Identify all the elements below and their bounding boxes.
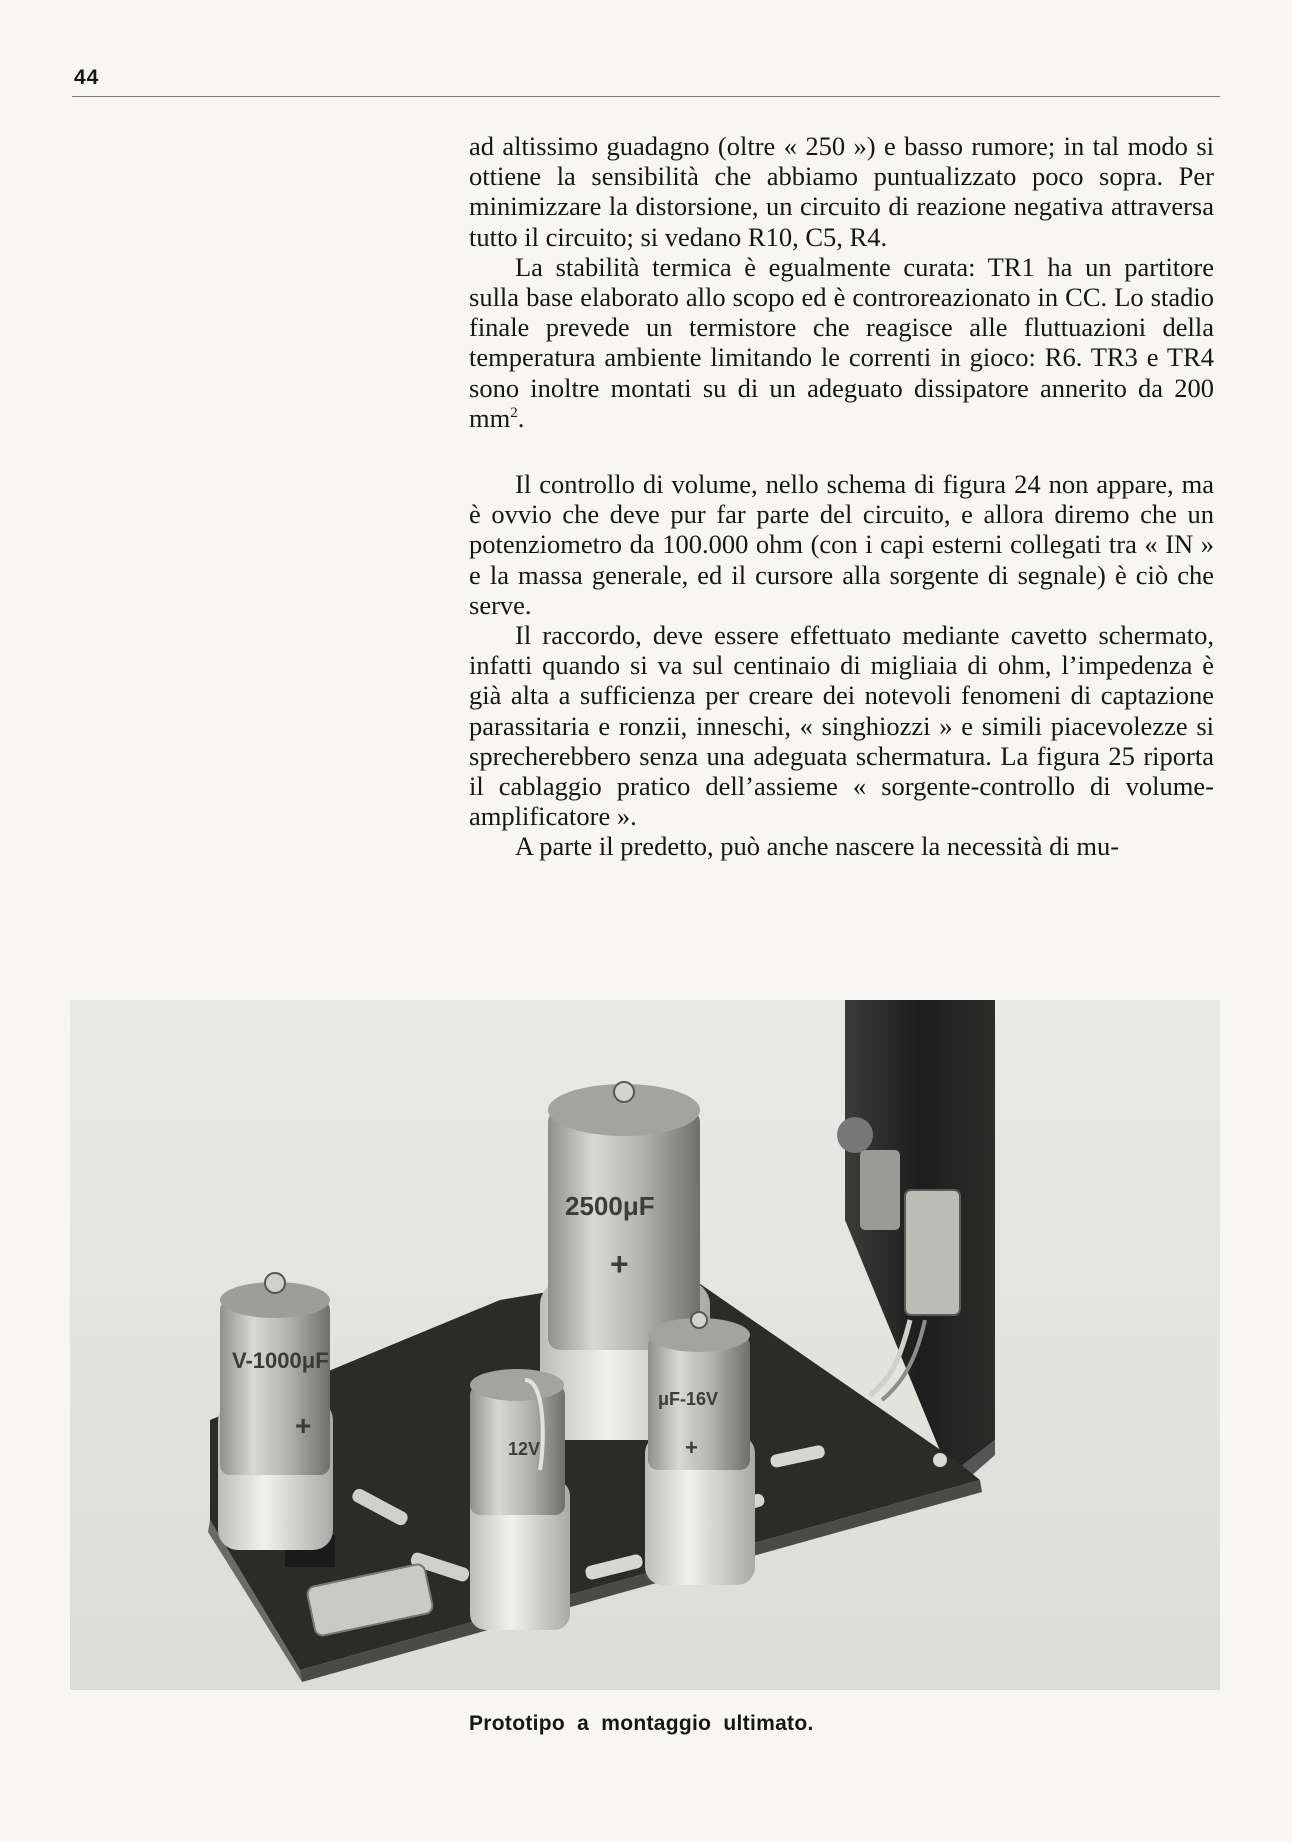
paragraph-gap bbox=[469, 433, 1214, 469]
paragraph-4: Il raccordo, deve essere effettuato mediante cavetto schermato, infatti quando si va sul centinaio di migliaia di ohm, l’impedenza è già alta a sufficienza per creare dei notevoli fenomeni di captazione parassitaria e ronzii, inneschi, « singhiozzi » e simili piacevolezze si sprecherebbero senza una adeguata schermatura. La figura 25 riporta il cablaggio pratico dell’assieme « sorgente-controllo di volume-amplificatore ». bbox=[469, 620, 1214, 832]
paragraph-2-text: La stabilità termica è egualmente curata: TR1 ha un partitore sulla base elaborato allo scopo ed è controreazionato in CC. Lo stadio finale prevede un termistore che reagisce alle fluttuazioni della temperatura ambiente limitando le correnti in gioco: R6. TR3 e TR4 sono inoltre montati su di un adeguato dissipatore annerito da 200 mm bbox=[469, 251, 1214, 433]
superscript-2: 2 bbox=[510, 405, 518, 421]
capacitor-12v bbox=[470, 1369, 570, 1630]
capacitor-2500uf-plus: + bbox=[610, 1246, 629, 1282]
capacitor-1000uf bbox=[218, 1273, 333, 1550]
page-number: 44 bbox=[74, 66, 100, 89]
capacitor-12v-label: 12V bbox=[508, 1439, 541, 1459]
body-text bbox=[469, 131, 1214, 862]
capacitor-16v-plus: + bbox=[685, 1435, 698, 1460]
paragraph-2-end: . bbox=[517, 402, 525, 433]
prototype-photo bbox=[70, 1000, 1220, 1690]
figure-caption: Prototipo a montaggio ultimato. bbox=[469, 1712, 814, 1735]
paragraph-1: ad altissimo guadagno (oltre « 250 ») e basso rumore; in tal modo si ottiene la sensibilità che abbiamo puntualizzato poco sopra. Per minimizzare la distorsione, un circuito di reazione negativa attraversa tutto il circuito; si vedano R10, C5, R4. bbox=[469, 131, 1214, 252]
capacitor-1000uf-label: V-1000μF bbox=[232, 1348, 329, 1373]
capacitor-2500uf-label: 2500μF bbox=[565, 1191, 655, 1221]
paragraph-2 bbox=[469, 252, 1214, 433]
paragraph-3: Il controllo di volume, nello schema di figura 24 non appare, ma è ovvio che deve pur far parte del circuito, e allora diremo che un potenziometro da 100.000 ohm (con i capi esterni collegati tra « IN » e la massa generale, ed il cursore alla sorgente di segnale) è ciò che serve. bbox=[469, 469, 1214, 620]
paragraph-5: A parte il predetto, può anche nascere la necessità di mu- bbox=[515, 831, 1120, 862]
capacitor-16v bbox=[645, 1312, 755, 1585]
capacitor-16v-label: μF-16V bbox=[658, 1389, 719, 1409]
header-rule bbox=[72, 96, 1220, 97]
prototype-photo-drawing bbox=[70, 1000, 1220, 1690]
capacitor-1000uf-plus: + bbox=[295, 1410, 312, 1441]
